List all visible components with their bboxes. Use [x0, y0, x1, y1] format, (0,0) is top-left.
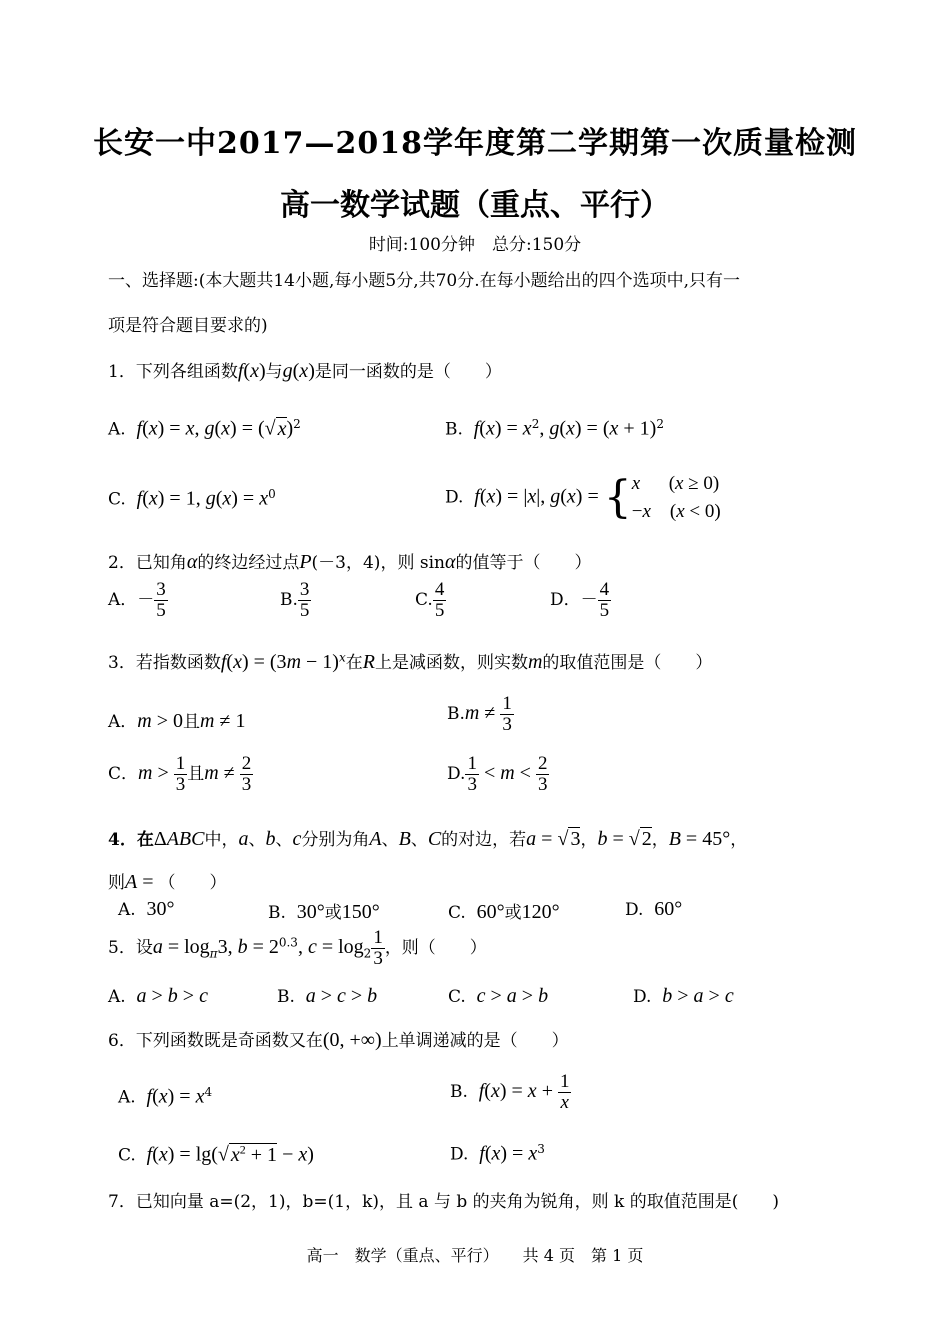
question-5-option-d: D. b > a > c	[633, 985, 734, 1007]
q4-line2-end: （ ）	[158, 873, 227, 893]
q4-d-label: D.	[625, 900, 644, 920]
q5-stem-b: ，则（ ）	[384, 938, 487, 958]
question-3-option-b: B.m ≠ $\frac{1}{3}$	[447, 693, 512, 735]
q3-stem-c: 上是减函数，则实数	[374, 653, 528, 673]
q3-c-label: C．	[108, 764, 139, 784]
question-4-option-b: B. 30°或150°	[268, 901, 380, 923]
question-4-stem: 4．在ΔABC中，a、b、c分别为角A、B、C的对边，若a = √ 3，b = √ 2，B = 45°，	[108, 828, 748, 850]
page-footer: 高一 数学（重点、平行） 共 4 页 第 1 页	[306, 1246, 644, 1265]
q4-a-label: A.	[118, 900, 136, 920]
q1-c-label: C.	[108, 489, 126, 510]
question-3-option-a: A．m > 0且m ≠ 1	[108, 710, 246, 732]
q4-stem-e: ，	[580, 830, 598, 850]
q4-line2: 则	[108, 873, 125, 893]
q3-c-and: 且	[187, 764, 205, 784]
exam-title: 长安一中2017—2018学年度第二学期第一次质量检测	[93, 126, 857, 161]
q2-stem-d: 的值等于（ ）	[455, 553, 592, 573]
section-heading-line1: 一、选择题:(本大题共14小题,每小题5分,共70分.在每小题给出的四个选项中,只有一	[108, 271, 741, 291]
section-heading-line2: 项是符合题目要求的)	[108, 316, 268, 336]
q6-d-label: D.	[450, 1144, 469, 1165]
q2-stem-a: 2．已知角	[108, 553, 187, 573]
question-4-line2: 则A = （ ）	[108, 871, 227, 893]
question-4-option-a: A. 30°	[118, 898, 175, 920]
q2-b-label: B.	[280, 590, 298, 610]
q1-stem-a: 1．下列各组函数	[108, 362, 238, 382]
q6-b-label: B.	[450, 1082, 468, 1102]
q5-a-label: A.	[108, 987, 126, 1007]
q4-b-or: 或	[324, 903, 342, 923]
question-3-option-d: D. $\frac{1}{3}$ < m < $\frac{2}{3}$	[447, 753, 548, 795]
q4-stem-g: ，	[730, 830, 748, 850]
question-5-stem: 5．设$a = \log_\pi 3$, $b = 2^{0.3}$, $c = \log_2$ $\frac{1}{3}$ ，则（ ）	[108, 927, 487, 969]
q2-stem-c: (－3，4)，则 sin	[311, 553, 445, 573]
question-6-stem: 6．下列函数既是奇函数又在(0, +∞)上单调递减的是（ ）	[108, 1029, 569, 1051]
q1-d-label: D.	[445, 487, 464, 508]
q1-b-label: B.	[445, 419, 463, 440]
exam-subtitle: 高一数学试题（重点、平行）	[280, 188, 670, 223]
q4-c-label: C.	[448, 903, 466, 923]
question-1-option-a: A. f(x) = x, g(x) = (√ x)$^2$	[108, 417, 301, 440]
question-1-option-b: B. $f(x) = x^2$, $g(x) = (x + 1)^2$	[445, 417, 664, 440]
q3-b-label: B.	[447, 704, 465, 724]
question-1-option-d: D. f(x) = |x|, g(x) = {x (x ≥ 0) −x (x < 0)	[445, 472, 721, 523]
question-2-option-d: D．－ $\frac{4}{5}$	[550, 579, 610, 621]
question-2-option-b: B. $\frac{3}{5}$	[280, 579, 310, 621]
question-5-option-b: B. a > c > b	[277, 985, 378, 1007]
q4-b-label: B.	[268, 903, 286, 923]
question-5-option-a: A. a > b > c	[108, 985, 208, 1007]
question-3-option-c: C．m > $\frac{1}{3}$ 且m ≠ $\frac{2}{3}$	[108, 753, 252, 795]
q5-b-label: B.	[277, 987, 295, 1007]
q3-d-label: D.	[447, 764, 466, 784]
question-2-option-c: C. $\frac{4}{5}$	[415, 579, 445, 621]
q5-stem-a: 5．设	[108, 938, 153, 958]
time-info: 时间:100分钟 总分:150分	[368, 235, 582, 255]
question-4-option-d: D. 60°	[625, 898, 683, 920]
q6-stem-a: 6．下列函数既是奇函数又在	[108, 1031, 323, 1051]
q4-stem-b: 中，	[204, 830, 239, 850]
q3-a-label: A．	[108, 712, 138, 732]
q4-stem-a: 4．在	[108, 830, 154, 850]
q2-stem-b: 的终边经过点	[197, 553, 300, 573]
q6-stem-b: 上单调递减的是（ ）	[381, 1031, 569, 1051]
q5-c-label: C.	[448, 987, 466, 1007]
question-2-option-a: A．－ $\frac{3}{5}$	[108, 579, 166, 621]
q5-d-label: D.	[633, 987, 652, 1007]
q1-stem-b: 与	[265, 362, 283, 382]
q6-c-label: C.	[118, 1145, 136, 1166]
question-6-option-a: A. $f(x) = x^4$	[118, 1085, 213, 1108]
question-6-option-d: D. $f(x) = x^3$	[450, 1142, 545, 1165]
question-4-option-c: C. 60°或120°	[448, 901, 560, 923]
question-3-stem: 3．若指数函数$f(x) = (3m - 1)^x$在R上是减函数，则实数m的取值范围是（ ）	[108, 650, 713, 673]
q4-c-or: 或	[504, 903, 522, 923]
question-7-stem: 7．已知向量 a=(2，1)，b=(1，k)，且 a 与 b 的夹角为锐角，则 k 的取值范围是( )	[108, 1192, 780, 1212]
q1-f: f	[237, 360, 244, 382]
q6-a-label: A.	[118, 1087, 136, 1108]
q1-a-label: A.	[108, 419, 126, 440]
q4-stem-c: 分别为角	[301, 830, 370, 850]
q2-a-label: A．－	[108, 590, 155, 610]
q2-c-label: C.	[415, 590, 433, 610]
q2-d-label: D．－	[550, 590, 598, 610]
q4-stem-d: 的对边，若	[441, 830, 527, 850]
q3-a-and: 且	[183, 712, 201, 732]
q4-stem-f: ，	[651, 830, 669, 850]
question-6-option-c: C. f(x) = lg(√ $x^2 + 1 - x$)	[118, 1142, 314, 1166]
q3-stem-b: 在	[345, 653, 363, 673]
question-5-option-c: C. c > a > b	[448, 985, 549, 1007]
question-6-option-b: B. f(x) = x + $\frac{1}{x}$	[450, 1071, 570, 1113]
question-1-option-c: C. f(x) = 1, $g(x) = x^0$	[108, 487, 276, 510]
question-2-stem: 2．已知角α的终边经过点P(－3，4)，则 sinα的值等于（ ）	[108, 551, 592, 573]
q3-stem-a: 3．若指数函数	[108, 653, 221, 673]
q3-stem-d: 的取值范围是（ ）	[542, 653, 713, 673]
question-1-stem: 1．下列各组函数f(x)与g(x)是同一函数的是（ ）	[108, 360, 502, 382]
q1-stem-c: 是同一函数的是（ ）	[314, 362, 502, 382]
